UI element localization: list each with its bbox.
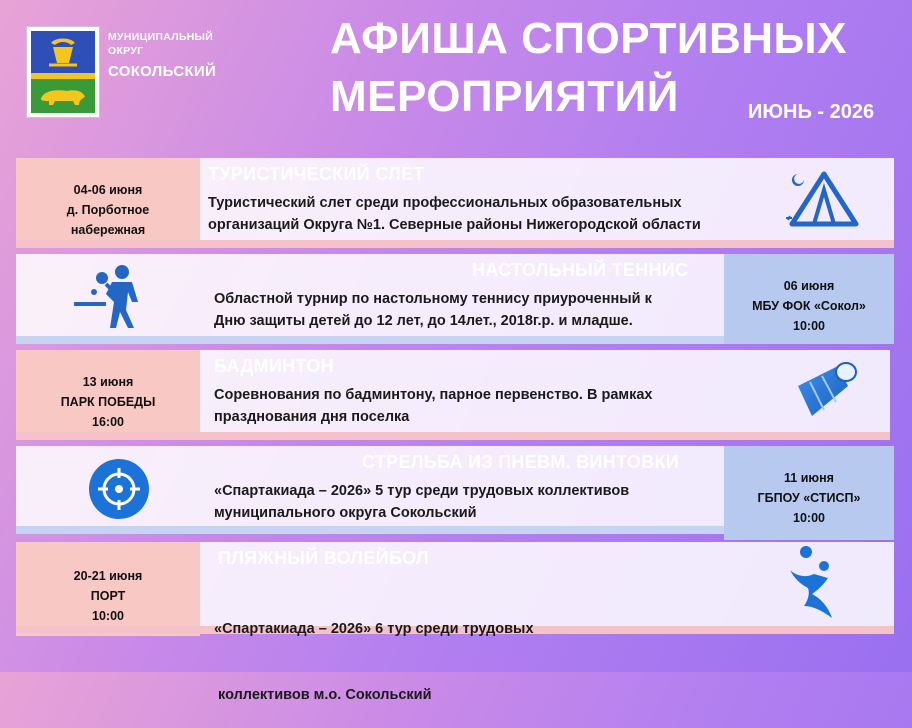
- event-info: [724, 468, 894, 528]
- tent-icon: [784, 164, 864, 230]
- event-place-detail: набережная: [70, 223, 146, 237]
- org-line-1: МУНИЦИПАЛЬНЫЙ: [108, 31, 214, 43]
- desc-line: муниципального округа Сокольский: [214, 505, 477, 521]
- event-date: 04-06 июня: [73, 183, 143, 197]
- bear-emblem-icon: [37, 85, 89, 109]
- event-info: [16, 566, 200, 626]
- event-heading: ПЛЯЖНЫЙ ВОЛЕЙБОЛ: [218, 548, 429, 568]
- event-underline: [16, 526, 724, 534]
- event-heading: ТУРИСТИЧЕСКИЙ СЛЕТ: [208, 164, 425, 184]
- event-info: [724, 276, 894, 336]
- target-icon: [88, 458, 150, 520]
- event-date: 11 июня: [784, 471, 834, 485]
- shuttlecock-icon: [790, 352, 866, 422]
- coat-of-arms-logo: [26, 26, 100, 118]
- event-time: 10:00: [793, 319, 825, 333]
- event-description: [214, 480, 629, 524]
- event-description: [214, 288, 652, 332]
- event-info: [16, 372, 200, 432]
- table-tennis-icon: [72, 262, 156, 332]
- event-description: [208, 192, 701, 236]
- desc-line: Областной турнир по настольному теннису приуроченный к: [214, 291, 652, 307]
- event-place: МБУ ФОК «Сокол»: [752, 299, 866, 313]
- event-place: д. Порботное: [66, 203, 150, 217]
- boat-emblem-icon: [45, 35, 81, 69]
- desc-line: коллективов м.о. Сокольский: [214, 687, 432, 703]
- event-time: 10:00: [793, 511, 825, 525]
- desc-line: Соревнования по бадминтону, парное первенство. В рамках: [214, 387, 653, 403]
- volleyball-player-icon: [784, 544, 848, 622]
- event-underline: [16, 432, 890, 440]
- desc-line: «Спартакиада – 2026» 6 тур среди трудовых: [214, 621, 534, 637]
- org-line-2: ОКРУГ: [108, 45, 144, 57]
- org-line-3: СОКОЛЬСКИЙ: [108, 63, 217, 80]
- event-place: ГБПОУ «СТИСП»: [757, 491, 861, 505]
- title-line-2: МЕРОПРИЯТИЙ: [330, 72, 679, 121]
- event-description: [214, 384, 653, 428]
- title-line-1: АФИША СПОРТИВНЫХ: [330, 14, 847, 63]
- desc-line: празднования дня поселка: [214, 409, 410, 425]
- event-time: 10:00: [92, 609, 124, 623]
- desc-line: «Спартакиада – 2026» 5 тур среди трудовых коллективов: [214, 483, 630, 499]
- event-underline: [16, 336, 724, 344]
- desc-line: Дню защиты детей до 12 лет, до 14лет., 2018г.р. и младше.: [214, 313, 633, 329]
- desc-line: Туристический слет среди профессиональных образовательных: [208, 195, 682, 211]
- event-place: ПАРК ПОБЕДЫ: [60, 395, 156, 409]
- event-date: 06 июня: [783, 279, 835, 293]
- event-date: 20-21 июня: [73, 569, 143, 583]
- municipality-name: [108, 30, 216, 84]
- month-label: ИЮНЬ - 2026: [748, 101, 875, 123]
- event-place: ПОРТ: [90, 589, 126, 603]
- event-heading: НАСТОЛЬНЫЙ ТЕННИС: [472, 260, 689, 280]
- event-heading: СТРЕЛЬБА ИЗ ПНЕВМ. ВИНТОВКИ: [362, 452, 680, 472]
- event-time: 16:00: [92, 415, 124, 429]
- event-underline: [16, 240, 894, 248]
- event-heading: БАДМИНТОН: [214, 356, 334, 376]
- event-info: [16, 180, 200, 240]
- desc-line: организаций Округа №1. Северные районы Нижегородской области: [208, 217, 701, 233]
- event-description: [214, 574, 534, 728]
- event-date: 13 июня: [82, 375, 134, 389]
